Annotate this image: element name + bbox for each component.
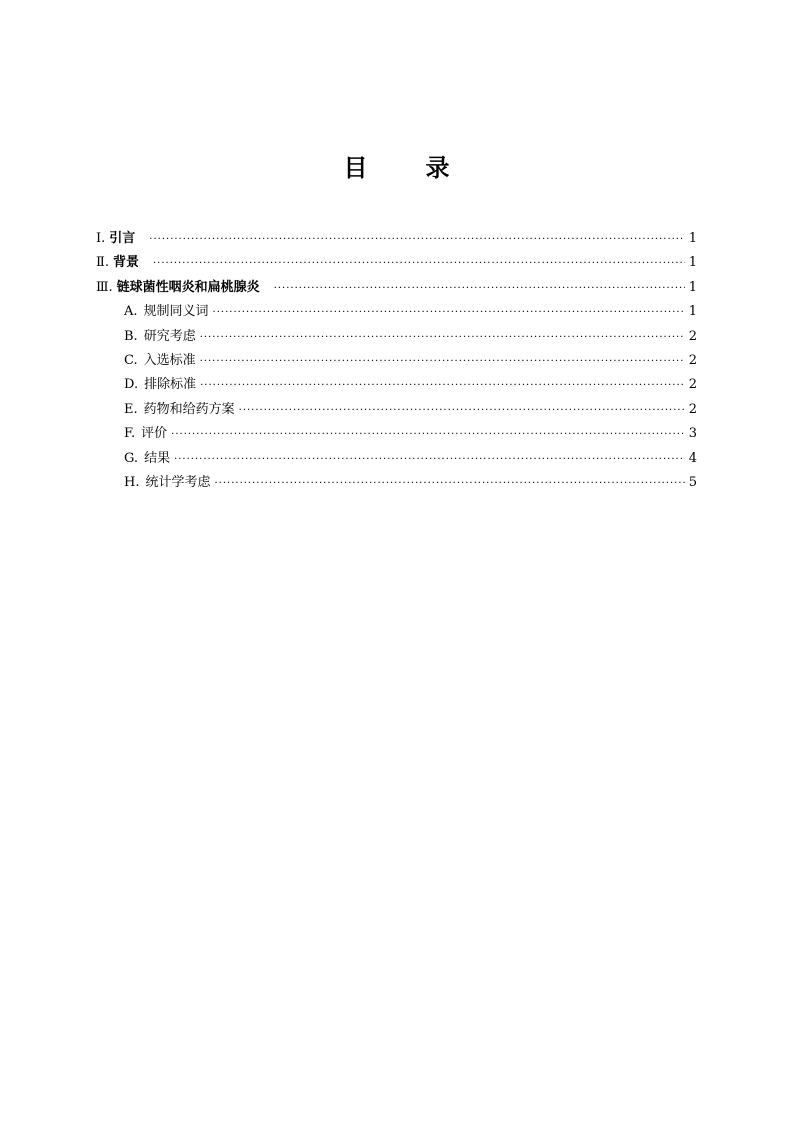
toc-entry-results[interactable] (96, 447, 697, 471)
toc-entry-number: E. (124, 401, 138, 417)
toc-entry-number: D. (124, 377, 139, 393)
toc-entry-page: 4 (688, 450, 697, 466)
toc-entry-label: 评价 (141, 426, 168, 442)
toc-entry-label: 规制同义词 (143, 304, 209, 320)
toc-entry-number: A. (124, 304, 138, 320)
toc-entry-regulatory-synonyms[interactable] (96, 300, 697, 324)
toc-leader-dots (174, 448, 685, 472)
toc-entry-evaluation[interactable] (96, 422, 697, 446)
toc-entry-number: B. (124, 328, 138, 344)
toc-entry-label: 统计学考虑 (145, 474, 211, 490)
toc-leader-dots (200, 374, 685, 398)
toc-entry-label: 研究考虑 (143, 328, 196, 344)
toc-entry-label: 背景 (112, 255, 139, 271)
toc-leader-dots (215, 472, 685, 496)
toc-leader-dots (171, 423, 685, 447)
toc-entry-page: 1 (688, 304, 697, 320)
toc-entry-number: Ⅲ. (96, 279, 113, 295)
toc-entry-number: C. (124, 352, 138, 368)
toc-entry-label: 药物和给药方案 (143, 401, 235, 417)
toc-entry-page: 3 (688, 426, 697, 442)
page-title-char-2: 录 (425, 153, 450, 182)
toc-entry-page: 2 (688, 401, 697, 417)
toc-entry-page: 5 (688, 474, 697, 490)
table-of-contents (96, 227, 697, 495)
toc-entry-number: H. (124, 474, 140, 490)
toc-leader-dots (213, 301, 685, 325)
toc-leader-dots (200, 350, 685, 374)
toc-entry-page: 2 (688, 352, 697, 368)
toc-entry-label: 引言 (109, 231, 136, 246)
toc-entry-page: 1 (688, 279, 697, 295)
toc-leader-dots (239, 399, 685, 423)
page-title (0, 148, 793, 183)
toc-entry-page: 2 (688, 328, 697, 344)
toc-leader-dots (274, 277, 685, 301)
toc-entry-label: 排除标准 (144, 377, 197, 393)
toc-leader-dots (200, 326, 685, 350)
toc-entry-page: 1 (688, 255, 697, 271)
toc-leader-dots (153, 252, 685, 276)
toc-entry-number: G. (124, 450, 139, 466)
toc-entry-study-considerations[interactable] (96, 325, 697, 349)
toc-entry-introduction[interactable] (96, 227, 697, 251)
toc-entry-statistical-considerations[interactable] (96, 471, 697, 495)
toc-entry-label: 结果 (144, 450, 171, 466)
toc-entry-page: 1 (688, 231, 697, 246)
toc-entry-background[interactable] (96, 251, 697, 275)
toc-entry-number: F. (124, 426, 136, 442)
toc-entry-drug-dosing[interactable] (96, 398, 697, 422)
toc-entry-exclusion-criteria[interactable] (96, 373, 697, 397)
toc-entry-inclusion-criteria[interactable] (96, 349, 697, 373)
toc-entry-label: 链球菌性咽炎和扁桃腺炎 (116, 279, 260, 295)
toc-entry-number: Ⅱ. (96, 255, 109, 271)
toc-entry-number: Ⅰ. (96, 231, 106, 246)
page-title-char-1: 目 (343, 153, 368, 182)
toc-entry-label: 入选标准 (143, 352, 196, 368)
toc-entry-streptococcal-pharyngitis[interactable] (96, 276, 697, 300)
toc-entry-page: 2 (688, 377, 697, 393)
toc-leader-dots (149, 228, 684, 252)
